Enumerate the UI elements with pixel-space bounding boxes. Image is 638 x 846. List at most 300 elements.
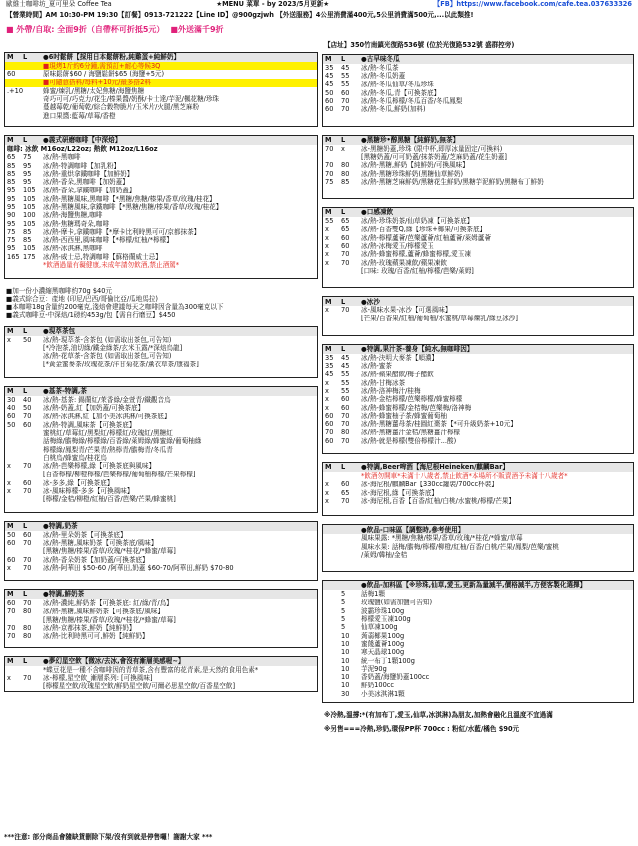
price-m: 95 bbox=[7, 203, 16, 211]
item-name: 冰/熱-黑糖芝麻鮮奶/黑糖花生鮮奶/黑糖芋泥鮮奶/黑糖布丁鮮奶 bbox=[361, 177, 544, 186]
menu-item bbox=[323, 315, 633, 323]
price-m: 95 bbox=[7, 186, 16, 195]
price-m: 95 bbox=[7, 219, 16, 228]
item-name: 冰/熱-黑糖,鮮奶【純鮮奶/可換風味】 bbox=[361, 161, 469, 170]
price-m: 50 bbox=[7, 420, 16, 429]
menu-item bbox=[323, 481, 633, 489]
price-m: 95 bbox=[7, 244, 16, 253]
price-m: x bbox=[325, 225, 329, 234]
price-l: 5 bbox=[341, 590, 346, 599]
menu-item bbox=[5, 682, 317, 690]
section-title: ●特調,果汁茶-養身【純水,無咖啡因】 bbox=[361, 345, 474, 354]
menu-item bbox=[5, 616, 317, 624]
price-m: x bbox=[7, 674, 11, 682]
price-l: 85 bbox=[23, 236, 32, 245]
menu-item bbox=[323, 665, 633, 673]
menu-item bbox=[5, 396, 317, 404]
price-l: 10 bbox=[341, 648, 350, 657]
section-header bbox=[323, 136, 633, 145]
price-m: 70 bbox=[325, 428, 334, 437]
menu-item bbox=[5, 220, 317, 228]
price-l: 70 bbox=[341, 412, 350, 420]
takeout-discount: ■ 外帶/自取: 全面9折（自帶杯可折抵5元） bbox=[6, 25, 165, 34]
section-title: ●飲品-加料區【※珍珠,仙草,愛玉,更新為量減半,價格減半,方便客製化選擇】 bbox=[361, 581, 587, 590]
item-name: 冰/熱-黑糖風味,拿鐵咖啡【*黑糖/焦糖/榛果/香草/玫瑰/桂花】 bbox=[43, 203, 223, 211]
menu-item bbox=[5, 211, 317, 219]
menu-item bbox=[323, 420, 633, 428]
price-m: 35 bbox=[325, 64, 334, 72]
item-name: 蔓越莓乾/葡萄乾/綜合穀物脆片/玉米片/火腿/黑芝麻粉 bbox=[43, 103, 200, 112]
item-name: 冰/熱-比利時黑可可,鮮奶【純鮮奶】 bbox=[43, 632, 149, 641]
menu-item bbox=[323, 242, 633, 250]
item-name: 冰/熱-香朵,黑咖啡【加奶蓋】 bbox=[43, 178, 129, 187]
item-name: 冰/熱-冬瓜,鮮奶(加料) bbox=[361, 105, 426, 114]
item-name: [檸檬/金桔/柳橙/紅柚/百香/芭樂/芒果/蜂蜜桃] bbox=[43, 495, 176, 504]
price-l: 70 bbox=[23, 539, 32, 547]
menu-item bbox=[5, 413, 317, 421]
item-name: 冰-檸檬,星空飲_漸層系列: [可換風味] bbox=[43, 674, 153, 682]
menu-item bbox=[323, 170, 633, 178]
menu-item bbox=[323, 81, 633, 89]
menu-item bbox=[323, 234, 633, 242]
section-title: ●飲品-口味區【調整時,參考使用】 bbox=[361, 525, 465, 534]
item-name: 冰/熱-里朵奶茶【可換茶底】 bbox=[43, 530, 127, 539]
item-name: 白桃烏/蜂蜜烏/桂花烏 bbox=[43, 453, 107, 462]
menu-section bbox=[4, 135, 318, 278]
footer-note: ***注意: 部分商品會隨缺貨刪除下架/沒有到就是停售囉！謝謝大家 *** bbox=[4, 833, 213, 841]
menu-item bbox=[323, 72, 633, 80]
price-l: 65 bbox=[341, 225, 350, 234]
size-l-label: L bbox=[23, 656, 28, 665]
price-m: 70 bbox=[325, 144, 334, 153]
section-header bbox=[5, 136, 317, 145]
menu-item bbox=[323, 362, 633, 370]
menu-item bbox=[323, 97, 633, 105]
menu-item bbox=[5, 178, 317, 186]
price-m: x bbox=[325, 242, 329, 250]
price-l: 10 bbox=[341, 673, 350, 682]
menu-section bbox=[322, 54, 634, 127]
item-name: 冰/熱-珍珠奶茶/仙草奶凍【可換茶底】 bbox=[361, 217, 474, 226]
price-l: 70 bbox=[341, 105, 350, 114]
item-name: 冰/熱-百香雙Q,綠【珍珠+椰果/可換茶底】 bbox=[361, 225, 487, 234]
menu-item bbox=[323, 648, 633, 656]
menu-section bbox=[322, 296, 634, 336]
menu-item bbox=[323, 657, 633, 665]
menu-title: ★MENU 菜單 - by 2023/5月更新★ bbox=[216, 0, 330, 8]
item-name: 冰-風味水果-冰沙【可選風味】 bbox=[361, 306, 452, 315]
item-name: 冰/熱-玫瑰蘋果凍飲/蘋果凍飲 bbox=[361, 258, 447, 267]
price-l: 10 bbox=[341, 681, 350, 690]
menu-item bbox=[5, 462, 317, 470]
right-notes bbox=[322, 711, 634, 739]
size-l-label: L bbox=[341, 55, 346, 64]
price-l: 40 bbox=[23, 395, 32, 404]
price-m: 70 bbox=[325, 169, 334, 178]
price-l: 60 bbox=[341, 395, 350, 404]
price-l: 55 bbox=[341, 72, 350, 81]
price-l: 70 bbox=[23, 412, 32, 421]
price-l: 30 bbox=[341, 689, 350, 698]
size-l-label: L bbox=[341, 208, 346, 217]
price-m: 85 bbox=[7, 161, 16, 170]
size-m-label: M bbox=[7, 521, 14, 530]
size-m-label: M bbox=[7, 590, 14, 599]
price-l: 175 bbox=[23, 252, 36, 261]
item-name: 冰/熱-香朵,拿鐵咖啡【加奶蓋】 bbox=[43, 186, 136, 195]
item-name: 冰/熱-阿華田 $50-60 /阿華田,奶蓋 $60-70/阿華田,鮮奶 $70-80 bbox=[43, 563, 234, 572]
menu-item bbox=[323, 354, 633, 362]
menu-item bbox=[5, 531, 317, 539]
price-l: 10 bbox=[341, 640, 350, 648]
menu-section bbox=[322, 135, 634, 199]
menu-item bbox=[323, 623, 633, 631]
price-m: 60 bbox=[325, 105, 334, 114]
size-m-label: M bbox=[325, 208, 332, 217]
item-name: 蜜餞蘆薈100g bbox=[361, 640, 405, 648]
section-header bbox=[323, 55, 633, 64]
menu-item bbox=[5, 539, 317, 547]
price-m: 75 bbox=[325, 177, 334, 186]
menu-item bbox=[323, 489, 633, 497]
price-m: 50 bbox=[325, 88, 334, 97]
promo-bar bbox=[0, 26, 638, 35]
item-name: 冰/熱-焦糖瑪奇朵,咖啡 bbox=[43, 219, 110, 228]
menu-item bbox=[5, 344, 317, 352]
item-name: 蒟蒻椰果100g bbox=[361, 631, 405, 640]
section-header bbox=[5, 53, 317, 62]
item-name: 冰/熱-冰淇淋,紅【加小美冰淇淋/可換茶底】 bbox=[43, 412, 171, 421]
menu-item bbox=[323, 690, 633, 698]
item-name: 小美冰淇淋1顆 bbox=[361, 689, 405, 698]
price-m: 45 bbox=[325, 72, 334, 81]
price-l: 60 bbox=[23, 530, 32, 539]
menu-item bbox=[5, 87, 317, 95]
item-name: *飲酒勿開車*未滿十八歲者,禁止飲酒*本場所不販賣酒予未滿十八歲者* bbox=[361, 472, 568, 481]
menu-item bbox=[323, 599, 633, 607]
menu-item bbox=[5, 446, 317, 454]
section-header bbox=[323, 525, 633, 534]
price-m: 75 bbox=[7, 236, 16, 245]
menu-item bbox=[323, 306, 633, 314]
price-m: 95 bbox=[7, 194, 16, 203]
size-note: 咖啡: 冰飲 M16oz/L22oz; 熱飲 M12oz/L16oz bbox=[7, 145, 158, 154]
price-m: 60 bbox=[325, 436, 334, 445]
item-name: 冰/熱-冰淇淋,黑咖啡 bbox=[43, 244, 103, 253]
note-line: ■本咖啡18g含量約200毫克,淺焙會建議每天之咖啡因含量為300毫克以下 bbox=[6, 303, 224, 312]
price-l: 70 bbox=[23, 462, 32, 471]
section-header bbox=[323, 208, 633, 217]
item-name: 檸檬綠/鳳梨青/芒果青/熱檸青/膽梅青/冬瓜青 bbox=[43, 445, 173, 454]
menu-item bbox=[5, 479, 317, 487]
price-l: 45 bbox=[341, 64, 350, 72]
price-l: 70 bbox=[341, 258, 350, 267]
menu-section bbox=[322, 462, 634, 516]
price-l: 5 bbox=[341, 615, 346, 624]
item-name: 冰/熱-甘梅冰茶 bbox=[361, 378, 406, 387]
item-name: 冰/熱-芭樂檸檬,綠【可換茶底與風味】 bbox=[43, 462, 156, 471]
price-l: 65 bbox=[341, 217, 350, 226]
item-name: 玫瑰鹽(如需加鹽可告知) bbox=[361, 598, 433, 607]
price-l: 75 bbox=[23, 153, 32, 162]
price-l: 65 bbox=[341, 488, 350, 497]
price-l: 10 bbox=[341, 656, 350, 665]
menu-section bbox=[322, 207, 634, 288]
section-title: ●特調,奶茶 bbox=[43, 521, 78, 530]
price-m: 60 bbox=[325, 97, 334, 106]
item-name: 冰/熱-香朵奶茶【加奶蓋/可換茶底】 bbox=[43, 555, 149, 564]
price-m: x bbox=[7, 487, 11, 496]
menu-item bbox=[5, 421, 317, 429]
menu-item bbox=[323, 178, 633, 186]
menu-item bbox=[5, 599, 317, 607]
price-l: 55 bbox=[341, 80, 350, 89]
item-name: 冰/熱-蜂蜜柚子茶/蜂蜜葡萄柚 bbox=[361, 412, 447, 420]
item-name: 冰/熱-蘋果醋飲/梅子醋飲 bbox=[361, 370, 434, 379]
price-l: 10 bbox=[341, 631, 350, 640]
menu-item bbox=[5, 95, 317, 103]
section-header bbox=[323, 297, 633, 306]
item-name: [黑糖奶蓋/可可奶蓋/抹茶奶蓋/芝麻奶蓋/花生奶蓋] bbox=[361, 153, 507, 161]
menu-item bbox=[5, 608, 317, 616]
menu-item bbox=[5, 228, 317, 236]
menu-item bbox=[5, 253, 317, 261]
price-m: 165 bbox=[7, 252, 20, 261]
menu-item bbox=[323, 590, 633, 598]
price-l: 70 bbox=[23, 487, 32, 496]
price-m: 85 bbox=[7, 178, 16, 187]
size-m-label: M bbox=[325, 135, 332, 144]
item-name: 話梅綠/膽梅綠/檸檬綠/百香綠/萊姆綠/蜂蜜綠/葡萄柚綠 bbox=[43, 437, 202, 446]
price-m: 45 bbox=[325, 370, 334, 379]
price-m: 60 bbox=[7, 539, 16, 547]
size-l-label: L bbox=[23, 590, 28, 599]
item-name: 奇巧可可/巧克力/花生/榛果醬/奶酥/卡士達/芋泥/楓花糖/珍珠 bbox=[43, 95, 220, 104]
menu-item bbox=[5, 666, 317, 674]
right-note-line: ※冷熱,溫撐:*(有加布丁,愛玉,仙草,冰淇淋)為朋友,加熱會融化且溫度不宜過滿 bbox=[324, 711, 553, 720]
price-m: 70 bbox=[7, 624, 16, 632]
price-m: x bbox=[325, 395, 329, 404]
price-l: 60 bbox=[341, 480, 350, 489]
price-m: x bbox=[7, 335, 11, 344]
menu-item bbox=[5, 153, 317, 161]
info-bar bbox=[0, 12, 638, 21]
menu-item bbox=[5, 547, 317, 555]
menu-item bbox=[323, 226, 633, 234]
menu-item bbox=[323, 395, 633, 403]
item-name: 冰/熱-冬瓜茶 bbox=[361, 64, 399, 72]
menu-item bbox=[5, 556, 317, 564]
item-name: 統一布丁1顆100g bbox=[361, 656, 415, 665]
item-name: [百香檸檬/柳橙檸檬/芭樂檸檬/葡萄柚檸檬/芒果檸檬] bbox=[43, 470, 196, 479]
menu-item bbox=[323, 89, 633, 97]
price-m: 60 bbox=[7, 599, 16, 608]
menu-item bbox=[5, 336, 317, 344]
price-m: 35 bbox=[325, 353, 334, 362]
size-m-label: M bbox=[325, 55, 332, 64]
menu-item bbox=[5, 79, 317, 87]
item-name: 冰/熱-檸檬蘆薈/芭樂蘆薈/紅柚蘆薈/萊姆蘆薈 bbox=[361, 233, 491, 242]
price-l: 105 bbox=[23, 203, 36, 211]
menu-item bbox=[5, 261, 317, 269]
price-l: 70 bbox=[341, 250, 350, 259]
price-l: 85 bbox=[23, 228, 32, 236]
price-m: x bbox=[325, 306, 329, 315]
right-note-line: ※另售===冷熱,珍奶,環保PP杯 700cc : 粉紅/水藍/橘色 $90元 bbox=[324, 725, 520, 734]
price-l: 80 bbox=[341, 169, 350, 178]
item-name: 蜂蜜/煉乳/黑糖/太妃焦糖/海鹽焦糖 bbox=[43, 86, 145, 95]
size-m-label: M bbox=[7, 387, 14, 396]
price-m: 85 bbox=[7, 169, 16, 178]
price-l: 55 bbox=[341, 370, 350, 379]
menu-item bbox=[5, 404, 317, 412]
price-l: 70 bbox=[341, 436, 350, 445]
price-m: 70 bbox=[325, 161, 334, 170]
menu-item bbox=[323, 640, 633, 648]
price-m: 35 bbox=[325, 362, 334, 371]
item-name: 冰/熱-金桔檸檬/芭樂檸檬/蜂蜜檸檬 bbox=[361, 395, 463, 404]
item-name: 冰/熱-蜂蜜檸檬,蘆薈/蜂蜜檸檬,愛玉凍 bbox=[361, 250, 471, 259]
menu-section bbox=[4, 589, 318, 647]
section-title: ●口感凍飲 bbox=[361, 208, 394, 217]
item-name: 冰-海尼根/麒麟Bar【330cc罐裝/700cc杯裝】 bbox=[361, 480, 498, 489]
menu-item bbox=[5, 487, 317, 495]
menu-item bbox=[323, 682, 633, 690]
price-l: 70 bbox=[341, 420, 350, 429]
price-m: 90 bbox=[7, 211, 16, 220]
price-l: 60 bbox=[23, 478, 32, 487]
item-name: 冰/熱-冬瓜仙草/冬瓜珍珠 bbox=[361, 80, 434, 89]
price-m: 60 bbox=[325, 420, 334, 429]
section-title: ●現萃茶包 bbox=[43, 326, 76, 335]
item-name: 冰/熱-西西里,風味咖啡【*檸檬/紅柚/*檸檬】 bbox=[43, 236, 173, 245]
price-l: 70 bbox=[23, 599, 32, 608]
price-l: 60 bbox=[23, 420, 32, 429]
menu-item bbox=[323, 632, 633, 640]
item-name: 冰/熱-冬瓜奶蓋 bbox=[361, 72, 406, 81]
menu-item bbox=[5, 70, 317, 78]
price-m: x bbox=[7, 563, 11, 572]
price-m: x bbox=[7, 462, 11, 471]
menu-item bbox=[323, 673, 633, 681]
price-l: 60 bbox=[341, 403, 350, 412]
size-l-label: L bbox=[23, 521, 28, 530]
section-header bbox=[323, 345, 633, 354]
section-title: ●夢幻星空飲【微冰/去冰,會沒有漸層美感喔~】 bbox=[43, 656, 185, 665]
size-m-label: M bbox=[7, 53, 14, 62]
item-name: [芒果/百香果/紅柚/葡萄柚/水蜜桃/草莓煉乳/綠豆冰沙] bbox=[361, 314, 518, 323]
price-l: 45 bbox=[341, 362, 350, 371]
price-l: 105 bbox=[23, 244, 36, 253]
item-name: 冰-風味檸檬-多多【可換風味】 bbox=[43, 487, 134, 496]
menu-item bbox=[5, 564, 317, 572]
note-line: ■義式綜合豆：產地 (印尼/巴西/哥倫比亞/瓜地馬拉) bbox=[6, 294, 159, 303]
price-l: 70 bbox=[23, 674, 32, 682]
shop-name: 歐維士咖啡坊_夏可里朵 Coffee Tea bbox=[6, 0, 112, 8]
menu-item bbox=[5, 112, 317, 120]
item-name: 芋泥90g bbox=[361, 664, 387, 673]
price-l: 45 bbox=[341, 353, 350, 362]
price-l: 5 bbox=[341, 606, 346, 615]
price-m: x bbox=[325, 387, 329, 395]
left-column bbox=[4, 52, 318, 700]
price-m: 70 bbox=[7, 607, 16, 616]
price-l: 100 bbox=[23, 211, 36, 220]
section-title: ●6吋鬆餅【採用日本鬆餅粉,純雞蛋+純鮮奶】 bbox=[43, 53, 181, 62]
item-name: 冰/熱-決明大麥茶【順濃】 bbox=[361, 353, 439, 362]
section-title: ●基茶-特調,茶 bbox=[43, 387, 87, 396]
item-name: 冰-多多,綠【可換茶底】 bbox=[43, 478, 114, 487]
fb-link[interactable]: 【FB】https://www.facebook.com/cafe.tea.037633326 bbox=[433, 0, 632, 8]
price-l: 95 bbox=[23, 161, 32, 170]
menu-item bbox=[5, 162, 317, 170]
price-m: .+10 bbox=[7, 86, 24, 95]
item-name: 檸檬愛玉凍100g bbox=[361, 615, 411, 624]
price-m: 75 bbox=[7, 228, 16, 236]
item-name: 冰/熱-黑糖薑汁金桔/黑糖薑汁檸檬 bbox=[361, 428, 461, 437]
menu-item bbox=[323, 250, 633, 258]
section-title: ●特調,鮮奶茶 bbox=[43, 590, 85, 599]
menu-item bbox=[5, 429, 317, 437]
price-m: 45 bbox=[325, 80, 334, 89]
item-name: 冰/熱-濃純,鮮奶茶【可換茶底: 紅/綠/青/烏】 bbox=[43, 599, 173, 608]
item-name: 冰/熱-就是檸檬(雙倍檸檬汁...酸) bbox=[361, 436, 457, 445]
menu-item bbox=[5, 195, 317, 203]
item-name: [黑糖/焦糖/榛果/香草/玫瑰/*桂花/*蜂蜜/草莓] bbox=[43, 547, 176, 556]
menu-item bbox=[323, 497, 633, 505]
price-l: 105 bbox=[23, 186, 36, 195]
menu-item bbox=[323, 429, 633, 437]
menu-item bbox=[323, 259, 633, 267]
item-name: 冰/熱-黑糖,風味奶茶【可換茶底/風味】 bbox=[43, 539, 158, 547]
price-l: 60 bbox=[341, 242, 350, 250]
size-m-label: M bbox=[325, 297, 332, 306]
menu-item bbox=[5, 203, 317, 211]
price-m: 60 bbox=[325, 412, 334, 420]
section-header bbox=[5, 657, 317, 666]
price-l: 80 bbox=[341, 428, 350, 437]
price-l: 55 bbox=[341, 387, 350, 395]
price-m: 30 bbox=[7, 395, 16, 404]
item-name: ■現烤1斤約6分鐘,需預訂+耐心等候3Q bbox=[43, 62, 161, 70]
item-name: 冰/熱-基茶: 錫蘭紅/茉香綠/金萱青/鐵觀音烏 bbox=[43, 395, 171, 404]
item-name: 冰/熱-冰梅愛玉/檸檬愛玉 bbox=[361, 242, 434, 250]
item-name: 冰/熱-洛神梅汁/桂梅 bbox=[361, 387, 421, 395]
menu-item bbox=[5, 62, 317, 70]
price-m: 60 bbox=[7, 412, 16, 421]
store-address: 【店址】350竹南鎮光復路536號 (位於光復路532號 盛群控旁) bbox=[324, 41, 515, 49]
size-l-label: L bbox=[341, 135, 346, 144]
size-l-label: L bbox=[23, 136, 28, 145]
price-l: 70 bbox=[341, 97, 350, 106]
price-m: x bbox=[325, 497, 329, 505]
section-header bbox=[5, 590, 317, 599]
size-m-label: M bbox=[325, 345, 332, 354]
item-name: 冰/熱-特調咖啡【加乳粉】 bbox=[43, 161, 121, 170]
section-header bbox=[323, 581, 633, 590]
item-name: [*黃金蜜麥茶/玫瑰花茶/洋甘菊花茶/薰衣草茶/康福茶] bbox=[43, 360, 199, 369]
section-title: ●古早味冬瓜 bbox=[361, 55, 400, 64]
price-l: 95 bbox=[23, 178, 32, 187]
size-l-label: L bbox=[341, 463, 346, 472]
size-l-label: L bbox=[23, 387, 28, 396]
item-name: 冰/熱-黑糖,風味鮮奶茶【可換茶底/風味】 bbox=[43, 607, 165, 616]
delivery-discount: ■外送滿千9折 bbox=[170, 25, 224, 34]
menu-section bbox=[322, 344, 634, 454]
size-m-label: M bbox=[7, 136, 14, 145]
item-name: 冰/熱-蜜茶 bbox=[361, 362, 392, 371]
price-l: 55 bbox=[341, 378, 350, 387]
